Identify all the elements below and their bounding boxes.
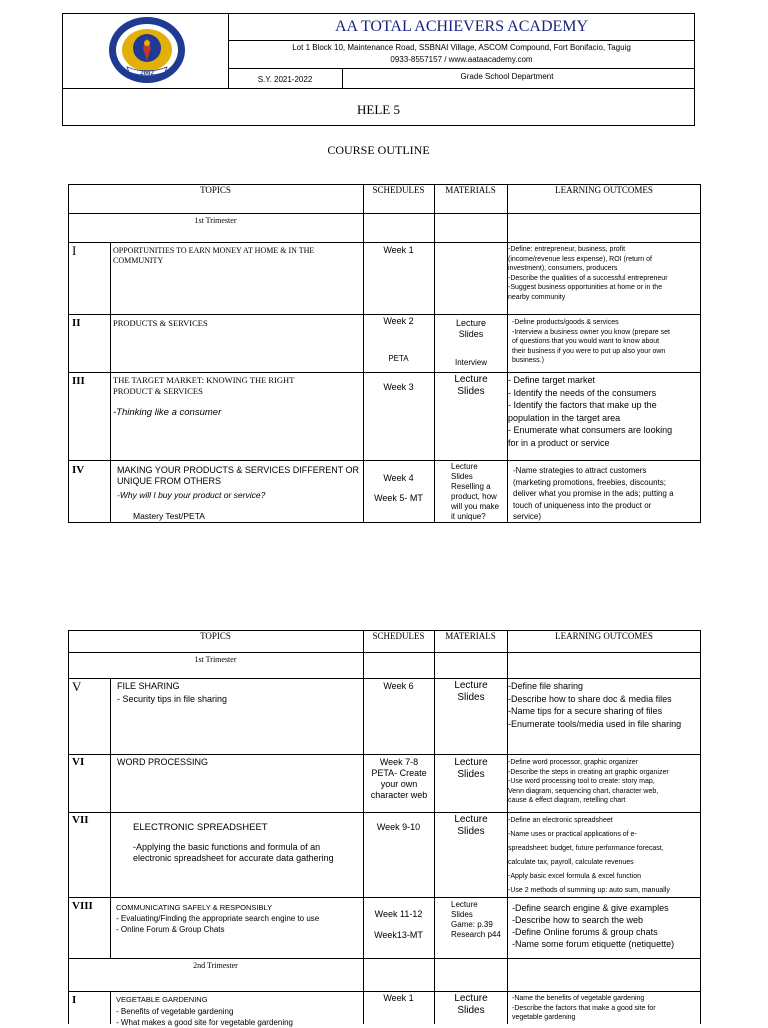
row-topic: ELECTRONIC SPREADSHEET — [133, 822, 268, 833]
row-number: IV — [72, 465, 85, 476]
subject-title: HELE 5 — [357, 102, 400, 117]
row-schedule: Week 4 — [383, 473, 414, 483]
school-year: S.Y. 2021-2022 — [257, 75, 313, 84]
row-number: VIII — [72, 901, 93, 912]
row-schedule: Week 1 — [383, 993, 414, 1003]
row-number: II — [72, 318, 81, 329]
term-label: 1st Trimester — [194, 655, 237, 664]
row-schedule: Week 11-12 — [374, 909, 423, 919]
row-outcomes: -Define word processor, graphic organizer -Describe the steps in creating art graphic organizer -Use word processing tool to create: story map, Venn diagram, sequencing chart, character web, cause & effect diagram, retelling chart — [508, 759, 669, 804]
row-outcomes: - Define target market - Identify the needs of the consumers - Identify the factors that make up the population in the target area - Enumerate what consumers are looking for in a product or service — [508, 375, 673, 448]
row-topic-sub: - Evaluating/Finding the appropriate search engine to use - Online Forum & Group Chats — [116, 914, 320, 934]
row-number: V — [72, 680, 82, 693]
row-topic-sub: -Applying the basic functions and formula of an electronic spreadsheet for accurate data gathering — [133, 842, 334, 863]
school-address: Lot 1 Block 10, Maintenance Road, SSBNAI Village, ASCOM Compound, Fort Bonifacio, Taguig — [292, 43, 631, 52]
row-outcomes: -Name the benefits of vegetable gardening -Describe the factors that make a good site for vegetable gardening — [512, 995, 656, 1021]
row-schedule: Week 9-10 — [376, 822, 421, 832]
row-outcomes: -Define an electronic spreadsheet -Name uses or practical applications of e- spreadsheet: budget, future performance forecast, calculate tax, payroll, calculate revenues -Apply basic excel formula & excel function -Use 2 methods of summing up: auto sum, manually — [508, 817, 670, 894]
row-materials: Lecture Slides — [454, 680, 488, 703]
term-label: 1st Trimester — [194, 216, 237, 225]
row-number: III — [72, 376, 85, 387]
row-outcomes: -Define file sharing -Describe how to share doc & media files -Name tips for a secure sharing of files -Enumerate tools/media used in file sharing — [508, 681, 682, 729]
row-topic: THE TARGET MARKET: KNOWING THE RIGHT PRODUCT & SERVICES — [113, 375, 295, 396]
row-materials: Lecture Slides — [454, 993, 488, 1016]
col-header-outcomes: LEARNING OUTCOMES — [555, 631, 653, 641]
row-materials: Lecture Slides — [455, 318, 487, 339]
row-topic-sub: - Benefits of vegetable gardening - What makes a good site for vegetable gardening — [116, 1007, 293, 1027]
row-schedule: Week 6 — [383, 681, 414, 691]
row-topic: OPPORTUNITIES TO EARN MONEY AT HOME & IN THE COMMUNITY — [113, 246, 315, 265]
col-header-schedules: SCHEDULES — [372, 631, 425, 641]
row-topic: MAKING YOUR PRODUCTS & SERVICES DIFFERENT OR UNIQUE FROM OTHERS — [117, 465, 360, 486]
col-header-schedules: SCHEDULES — [372, 185, 425, 195]
row-schedule-mt: Week13-MT — [374, 930, 423, 940]
row-materials: Lecture Slides — [454, 814, 488, 837]
row-topic-sub: -Why will I buy your product or service? — [117, 490, 266, 500]
term-label: 2nd Trimester — [193, 961, 238, 970]
row-topic-sub: -Thinking like a consumer — [113, 407, 222, 418]
row-schedule: Week 7-8 PETA- Create your own character web — [370, 757, 428, 800]
school-name: AA TOTAL ACHIEVERS ACADEMY — [334, 18, 589, 35]
department: Grade School Department — [460, 72, 554, 81]
col-header-outcomes: LEARNING OUTCOMES — [555, 185, 653, 195]
row-schedule-peta: PETA — [388, 354, 409, 363]
col-header-materials: MATERIALS — [445, 185, 496, 195]
row-outcomes: -Name strategies to attract customers (marketing promotions, freebies, discounts; deliver what you promise in the ads; putting a touch of uniqueness into the product or service) — [513, 466, 674, 521]
col-header-topics: TOPICS — [200, 631, 231, 641]
row-topic-sub: - Security tips in file sharing — [117, 694, 228, 704]
row-number: VII — [72, 815, 89, 826]
row-schedule: Week 3 — [383, 382, 414, 392]
col-header-topics: TOPICS — [200, 185, 231, 195]
row-topic: PRODUCTS & SERVICES — [113, 318, 208, 328]
row-topic: VEGETABLE GARDENING — [116, 995, 208, 1004]
row-outcomes: -Define: entrepreneur, business, profit (income/revenue less expense), ROI (return of investment), consumers, producers -Describe the qualities of a successful entrepreneur -Suggest business opportunities at home or in the nearby community — [508, 246, 668, 301]
row-materials: Lecture Slides Reselling a product, how will you make it unique? — [451, 462, 500, 521]
row-number: I — [72, 245, 77, 256]
row-materials: Lecture Slides — [454, 374, 488, 397]
row-topic: WORD PROCESSING — [117, 757, 209, 767]
row-topic: COMMUNICATING SAFELY & RESPONSIBLY — [116, 903, 273, 912]
row-schedule-mt: Week 5- MT — [374, 493, 423, 503]
row-materials-interview: Interview — [454, 358, 487, 367]
row-schedule: Week 1 — [383, 245, 414, 255]
row-materials: Lecture Slides — [454, 757, 488, 780]
col-header-materials: MATERIALS — [445, 631, 496, 641]
school-contact: 0933-8557157 / www.aataacademy.com — [390, 55, 533, 64]
row-number: I — [72, 995, 77, 1006]
logo-year: 2002 — [140, 69, 154, 77]
row-outcomes: -Define products/goods & services -Interview a business owner you know (prepare set of questions that you would want to know about their business if you were to put up also your own business.) — [512, 319, 670, 364]
row-outcomes: -Define search engine & give examples -Describe how to search the web -Define Online forums & group chats -Name some forum etiquette (netiquette) — [512, 903, 675, 949]
row-schedule: Week 2 — [383, 316, 414, 326]
row-number: VI — [72, 757, 85, 768]
page-title: COURSE OUTLINE — [327, 143, 430, 157]
row-topic: FILE SHARING — [117, 681, 180, 691]
row-topic-note: Mastery Test/PETA — [133, 511, 205, 521]
row-materials: Lecture Slides Game: p.39 Research p44 — [451, 900, 501, 939]
